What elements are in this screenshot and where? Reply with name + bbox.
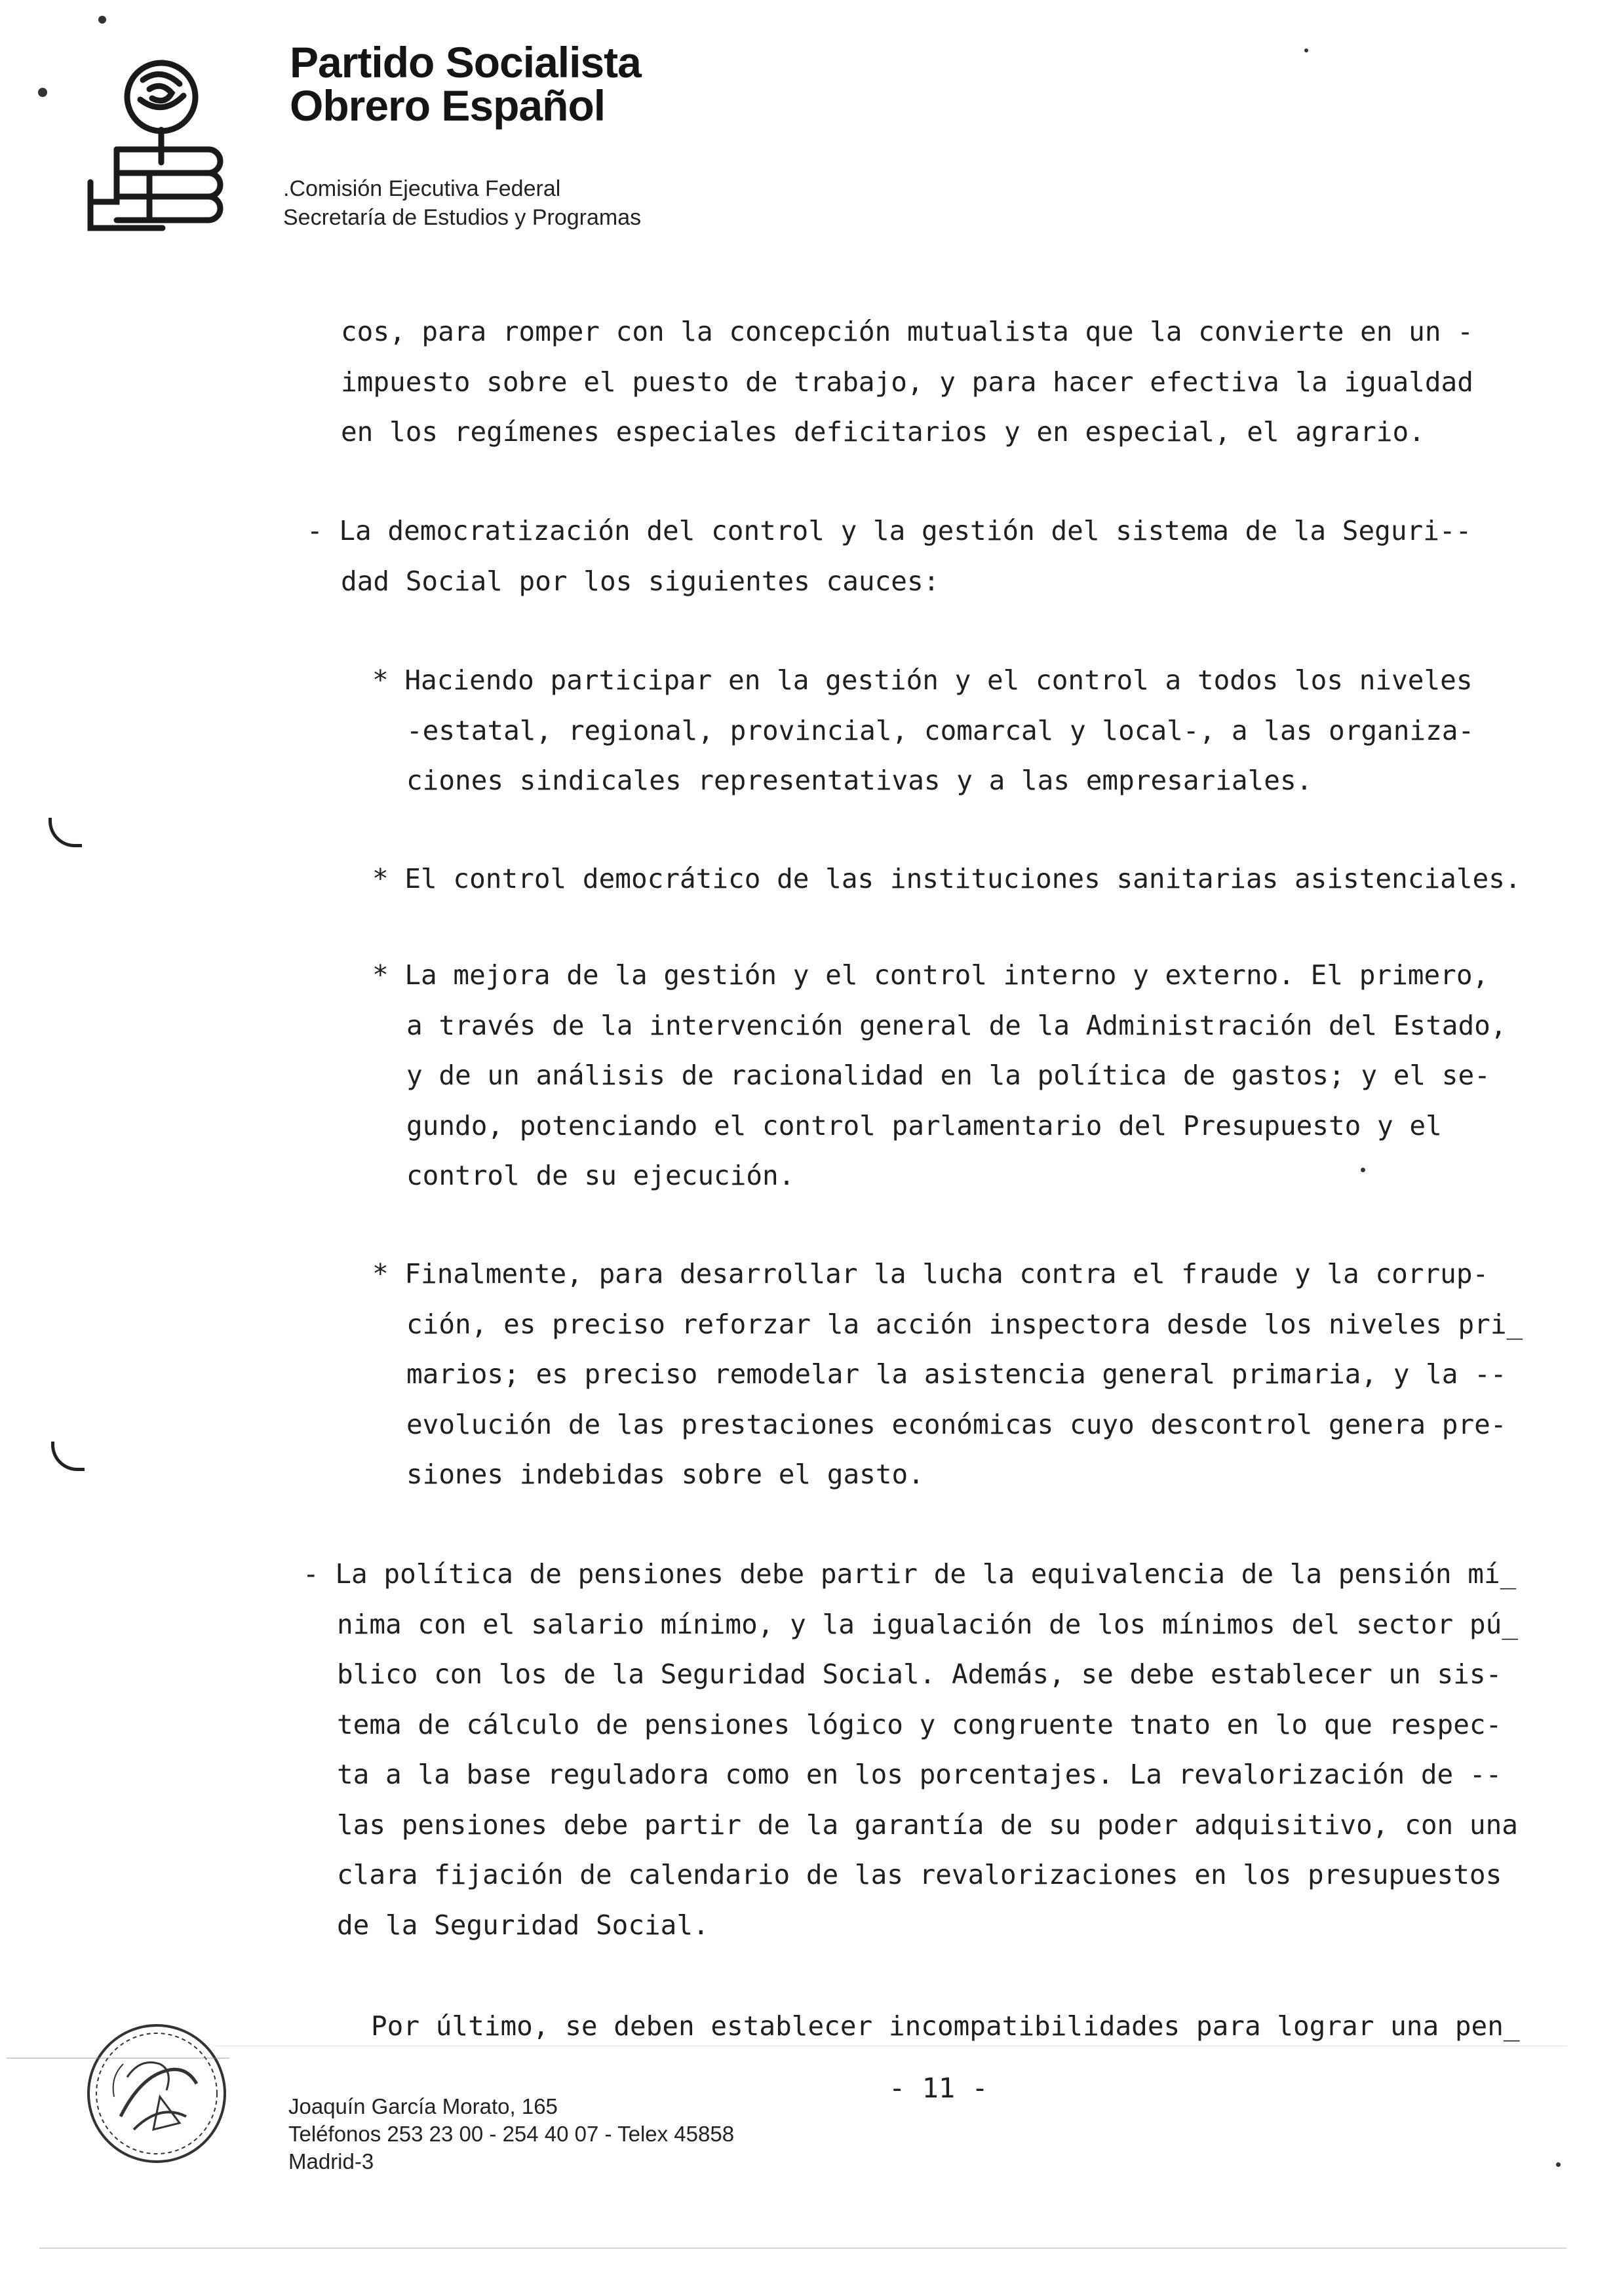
page-number: - 11 -	[889, 2072, 988, 2104]
text-line: siones indebidas sobre el gasto.	[406, 1459, 924, 1490]
speck	[1361, 1168, 1365, 1172]
text-line: ciones sindicales representativas y a las empresariales.	[406, 765, 1313, 796]
text-line: tema de cálculo de pensiones lógico y congruente tnato en lo que respec-	[337, 1708, 1502, 1740]
bullet-management	[372, 950, 1507, 1201]
org-name-line-1: Partido Socialista	[290, 38, 641, 86]
text-line: blico con los de la Seguridad Social. Además, se debe establecer un sis-	[337, 1658, 1502, 1690]
speck	[1556, 2162, 1561, 2167]
rubber-stamp-seal	[81, 2018, 232, 2169]
footer-city: Madrid-3	[288, 2149, 374, 2173]
text-line: * Finalmente, para desarrollar la lucha contra el fraude y la corrup-	[372, 1258, 1489, 1290]
bullet-fraud	[372, 1249, 1523, 1500]
text-line: * El control democrático de las instituciones sanitarias asistenciales.	[372, 863, 1521, 894]
text-line: a través de la intervención general de la Administración del Estado,	[406, 1009, 1507, 1041]
footer-contact	[288, 2093, 734, 2175]
bullet-participation	[372, 655, 1474, 806]
psoe-logo	[77, 51, 228, 241]
department-heading	[283, 174, 641, 232]
text-line: * Haciendo participar en la gestión y el control a todos los niveles	[372, 664, 1473, 696]
speck	[1304, 48, 1308, 52]
speck	[98, 16, 106, 24]
text-line: marios; es preciso remodelar la asistencia general primaria, y la --	[406, 1358, 1507, 1390]
text-line: ta a la base reguladora como en los porcentajes. La revalorización de --	[337, 1759, 1502, 1790]
text-line: gundo, potenciando el control parlamentario del Presupuesto y el	[406, 1109, 1442, 1141]
bullet-sanitary-control	[372, 854, 1521, 904]
footer-address: Joaquín García Morato, 165	[288, 2094, 558, 2118]
text-line: clara fijación de calendario de las revalorizaciones en los presupuestos	[337, 1859, 1502, 1890]
punch-hole-mark	[51, 1442, 85, 1471]
department-line-1: .Comisión Ejecutiva Federal	[283, 176, 561, 201]
text-line: * La mejora de la gestión y el control interno y externo. El primero,	[372, 959, 1489, 991]
speck	[38, 88, 47, 97]
punch-hole-mark	[49, 818, 82, 847]
item-democratization	[307, 506, 1471, 606]
item-pensions	[303, 1549, 1518, 1950]
department-line-2: Secretaría de Estudios y Programas	[283, 205, 642, 230]
scan-line	[39, 2248, 1566, 2249]
paragraph-incompatibilities	[371, 2001, 1520, 2052]
text-line: de la Seguridad Social.	[337, 1909, 709, 1941]
text-line: las pensiones debe partir de la garantía de su poder adquisitivo, con una	[337, 1808, 1518, 1841]
text-line: en los regímenes especiales deficitarios y en especial, el agrario.	[341, 416, 1425, 448]
text-line: impuesto sobre el puesto de trabajo, y para hacer efectiva la igualdad	[341, 366, 1473, 398]
text-line: - La democratización del control y la gestión del sistema de la Seguri--	[307, 515, 1472, 546]
footer-phones: Teléfonos 253 23 00 - 254 40 07 - Telex 45858	[288, 2122, 735, 2146]
organization-name	[290, 38, 641, 130]
text-line: dad Social por los siguientes cauces:	[341, 565, 940, 597]
paragraph-continuation	[341, 307, 1473, 457]
text-line: ción, es preciso reforzar la acción inspectora desde los niveles pri_	[406, 1308, 1523, 1340]
text-line: nima con el salario mínimo, y la igualación de los mínimos del sector pú_	[337, 1608, 1518, 1640]
text-line: Por último, se deben establecer incompatibilidades para lograr una pen_	[371, 2010, 1520, 2042]
text-line: control de su ejecución.	[406, 1160, 795, 1191]
org-name-line-2: Obrero Español	[290, 81, 606, 130]
text-line: evolución de las prestaciones económicas cuyo descontrol genera pre-	[406, 1408, 1507, 1440]
text-line: - La política de pensiones debe partir de la equivalencia de la pensión mí_	[303, 1558, 1517, 1590]
text-line: y de un análisis de racionalidad en la política de gastos; y el se-	[406, 1060, 1490, 1091]
text-line: -estatal, regional, provincial, comarcal y local-, a las organiza-	[406, 714, 1475, 746]
scan-line	[7, 2057, 229, 2059]
text-line: cos, para romper con la concepción mutualista que la convierte en un -	[341, 316, 1473, 347]
